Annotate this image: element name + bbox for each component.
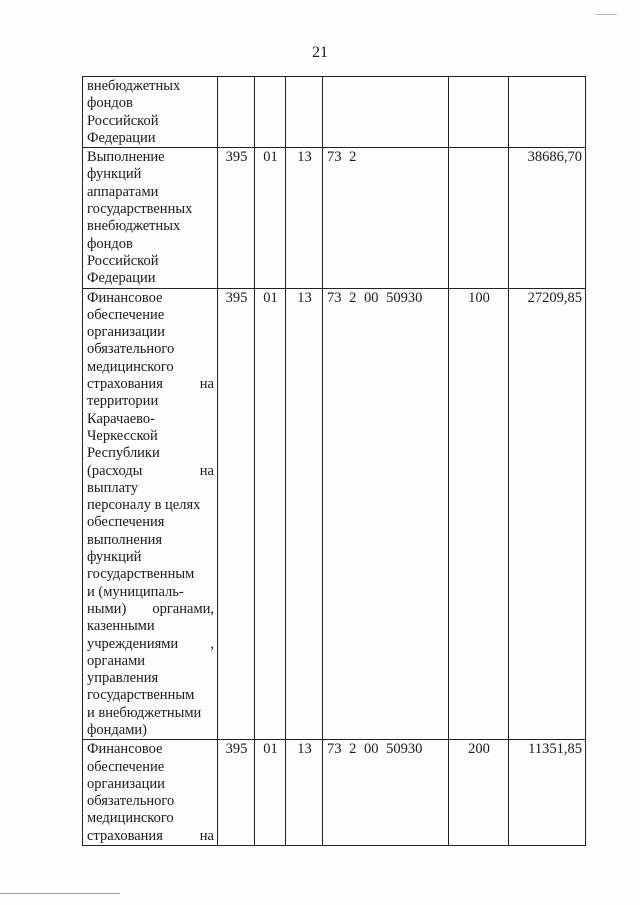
ministry-code-cell: 395 bbox=[218, 740, 255, 846]
item-name-cell bbox=[83, 148, 218, 288]
item-name-line: обязательного bbox=[87, 341, 175, 358]
item-name-line: обеспечения bbox=[87, 514, 165, 531]
subsection-code-cell: 13 bbox=[286, 148, 323, 288]
budget-table bbox=[82, 76, 586, 846]
item-name-line: Российской bbox=[87, 112, 159, 129]
item-name-line: (расходы на bbox=[87, 462, 214, 479]
table-row bbox=[83, 740, 586, 846]
expense-type-cell: 100 bbox=[449, 288, 509, 740]
item-name-line: внебюджетных bbox=[87, 218, 181, 235]
item-name-line: страхования на bbox=[87, 376, 214, 393]
item-name-line: и внебюджетными bbox=[87, 704, 202, 721]
expense-type-cell: 200 bbox=[449, 740, 509, 846]
table-row bbox=[83, 288, 586, 740]
item-name-line: организации bbox=[87, 775, 165, 792]
expense-type-cell bbox=[449, 77, 509, 148]
item-name-line: ными) органами, bbox=[87, 600, 214, 617]
item-name-line: территории bbox=[87, 393, 159, 410]
ministry-code-cell: 395 bbox=[218, 288, 255, 740]
item-name-line: фондов bbox=[87, 95, 133, 112]
item-name-line: страхования на bbox=[87, 827, 214, 844]
item-name-line: казенными bbox=[87, 618, 155, 635]
ministry-code-cell bbox=[218, 77, 255, 148]
item-name-line: Финансовое bbox=[87, 289, 163, 306]
item-name-line: органами bbox=[87, 652, 146, 669]
target-article-cell: 73 2 00 50930 bbox=[323, 288, 449, 740]
item-name-line: Республики bbox=[87, 445, 160, 462]
item-name-line: Федерации bbox=[87, 129, 156, 146]
item-name-line: фондов bbox=[87, 235, 133, 252]
item-name-line: медицинского bbox=[87, 810, 174, 827]
item-name-line: выплату bbox=[87, 479, 139, 496]
item-name-line: функций bbox=[87, 549, 142, 566]
item-name-cell bbox=[83, 77, 218, 148]
item-name-line: обязательного bbox=[87, 793, 175, 810]
subsection-code-cell: 13 bbox=[286, 740, 323, 846]
item-name-line: обеспечение bbox=[87, 306, 165, 323]
table-row bbox=[83, 148, 586, 288]
target-article-cell: 73 2 00 50930 bbox=[323, 740, 449, 846]
item-name-line: функций bbox=[87, 166, 142, 183]
section-code-cell: 01 bbox=[255, 148, 286, 288]
section-code-cell: 01 bbox=[255, 740, 286, 846]
item-name-line: медицинского bbox=[87, 358, 174, 375]
table-row bbox=[83, 77, 586, 148]
scan-mark bbox=[0, 893, 120, 894]
subsection-code-cell: 13 bbox=[286, 288, 323, 740]
amount-cell: 38686,70 bbox=[509, 148, 586, 288]
target-article-cell bbox=[323, 77, 449, 148]
item-name-line: Карачаево- bbox=[87, 410, 156, 427]
amount-cell: 11351,85 bbox=[509, 740, 586, 846]
item-name-line: персоналу в целях bbox=[87, 497, 201, 514]
item-name-line: внебюджетных bbox=[87, 78, 181, 94]
item-name-line: государственным bbox=[87, 566, 195, 583]
item-name-line: и (муниципаль- bbox=[87, 583, 184, 600]
item-name-line: Выполнение bbox=[87, 149, 165, 166]
item-name-line: учреждениями , bbox=[87, 635, 214, 652]
scan-mark bbox=[595, 14, 617, 15]
subsection-code-cell bbox=[286, 77, 323, 148]
page-number: 21 bbox=[312, 44, 328, 61]
ministry-code-cell: 395 bbox=[218, 148, 255, 288]
item-name-line: выполнения bbox=[87, 531, 163, 548]
amount-cell bbox=[509, 77, 586, 148]
item-name-line: государственным bbox=[87, 687, 195, 704]
item-name-cell bbox=[83, 288, 218, 740]
section-code-cell: 01 bbox=[255, 288, 286, 740]
item-name-cell bbox=[83, 740, 218, 846]
item-name-line: Черкесской bbox=[87, 427, 158, 444]
item-name-line: организации bbox=[87, 324, 165, 341]
target-article-cell: 73 2 bbox=[323, 148, 449, 288]
section-code-cell bbox=[255, 77, 286, 148]
item-name-line: государственных bbox=[87, 201, 193, 218]
item-name-line: фондами) bbox=[87, 721, 147, 738]
item-name-line: Федерации bbox=[87, 270, 156, 287]
item-name-line: управления bbox=[87, 670, 159, 687]
expense-type-cell bbox=[449, 148, 509, 288]
item-name-line: обеспечение bbox=[87, 758, 165, 775]
item-name-line: Финансовое bbox=[87, 741, 163, 758]
item-name-line: аппаратами bbox=[87, 183, 159, 200]
amount-cell: 27209,85 bbox=[509, 288, 586, 740]
item-name-line: Российской bbox=[87, 252, 159, 269]
